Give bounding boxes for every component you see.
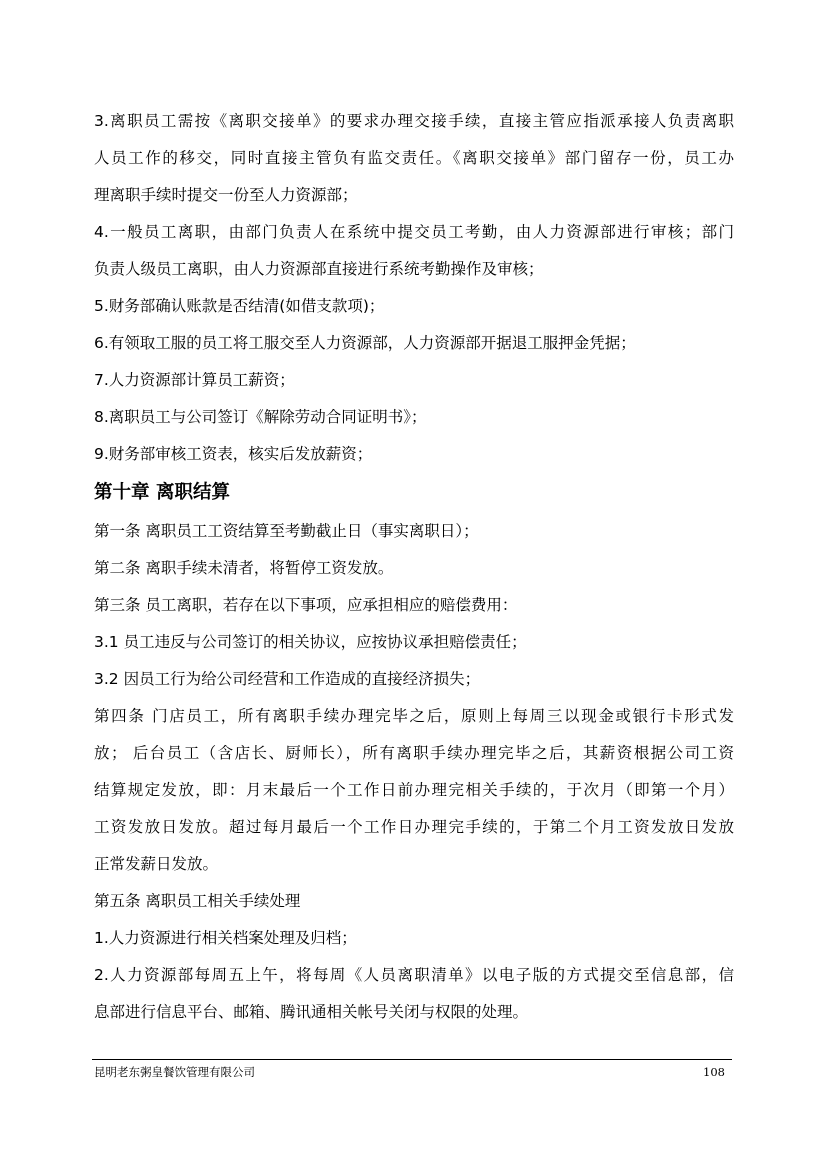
article-line: 放； 后台员工（含店长、厨师长），所有离职手续办理完毕之后，其薪资根据公司工资 bbox=[94, 744, 734, 762]
article-line: 息部进行信息平台、邮箱、腾讯通相关帐号关闭与权限的处理。 bbox=[94, 1003, 529, 1021]
article-line: 正常发薪日发放。 bbox=[94, 855, 219, 873]
article-line: 1.人力资源进行相关档案处理及归档； bbox=[94, 929, 357, 947]
article-line: 第二条 离职手续未清者，将暂停工资发放。 bbox=[94, 559, 394, 577]
article-line: 第一条 离职员工工资结算至考勤截止日（事实离职日）； bbox=[94, 522, 479, 540]
article-line: 结算规定发放，即：月末最后一个工作日前办理完相关手续的，于次月（即第一个月） bbox=[94, 781, 734, 799]
footer-page-number: 108 bbox=[703, 1065, 725, 1079]
body-line: 负责人级员工离职，由人力资源部直接进行系统考勤操作及审核； bbox=[94, 260, 544, 278]
article-line: 第四条 门店员工，所有离职手续办理完毕之后，原则上每周三以现金或银行卡形式发 bbox=[94, 707, 734, 725]
body-line: 9.财务部审核工资表，核实后发放薪资； bbox=[94, 445, 373, 463]
article-line: 3.1 员工违反与公司签订的相关协议，应按协议承担赔偿责任； bbox=[94, 633, 527, 651]
article-line: 2.人力资源部每周五上午，将每周《人员离职清单》以电子版的方式提交至信息部，信 bbox=[94, 966, 734, 984]
body-line: 5.财务部确认账款是否结清(如借支款项)； bbox=[94, 297, 385, 315]
footer-divider bbox=[92, 1059, 732, 1060]
document-body bbox=[94, 103, 734, 1031]
chapter-heading: 第十章 离职结算 bbox=[94, 482, 230, 503]
article-line: 第五条 离职员工相关手续处理 bbox=[94, 892, 301, 910]
body-line: 人员工作的移交，同时直接主管负有监交责任。《离职交接单》部门留存一份，员工办 bbox=[94, 149, 734, 167]
body-line: 4.一般员工离职，由部门负责人在系统中提交员工考勤，由人力资源部进行审核；部门 bbox=[94, 223, 734, 241]
article-line: 工资发放日发放。超过每月最后一个工作日办理完手续的，于第二个月工资发放日发放 bbox=[94, 818, 734, 836]
body-line: 6.有领取工服的员工将工服交至人力资源部，人力资源部开据退工服押金凭据； bbox=[94, 334, 636, 352]
body-line: 8.离职员工与公司签订《解除劳动合同证明书》； bbox=[94, 408, 427, 426]
body-line: 理离职手续时提交一份至人力资源部； bbox=[94, 186, 358, 204]
body-line: 7.人力资源部计算员工薪资； bbox=[94, 371, 295, 389]
body-line: 3.离职员工需按《离职交接单》的要求办理交接手续，直接主管应指派承接人负责离职 bbox=[94, 112, 734, 130]
article-line: 3.2 因员工行为给公司经营和工作造成的直接经济损失； bbox=[94, 670, 481, 688]
article-line: 第三条 员工离职，若存在以下事项，应承担相应的赔偿费用： bbox=[94, 596, 518, 614]
footer-company-name: 昆明老东粥皇餐饮管理有限公司 bbox=[94, 1065, 255, 1079]
